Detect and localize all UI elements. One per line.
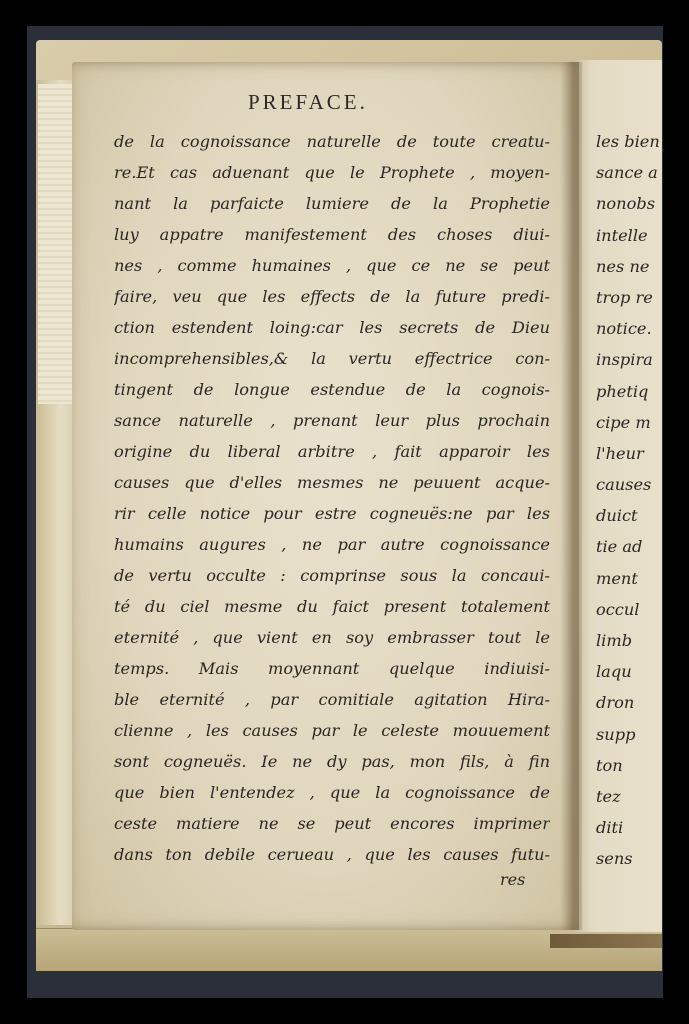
text-line: nant la parfaicte lumiere de la Prophetie — [114, 194, 550, 213]
facing-text-line: tie ad — [596, 537, 643, 557]
facing-text-line: limb — [596, 631, 633, 650]
left-page-stack — [38, 84, 74, 404]
facing-text-line: notice. — [596, 319, 652, 339]
text-line: humains augures , ne par autre cognoissance — [114, 535, 550, 554]
gutter-shadow — [560, 62, 582, 930]
text-line: luy appatre manifestement des choses diui- — [114, 225, 550, 244]
text-line: ceste matiere ne se peut encores imprimer — [114, 814, 550, 833]
facing-text-line: diti — [596, 818, 624, 838]
text-line: sance naturelle , prenant leur plus prochain — [114, 411, 550, 430]
facing-text-line: trop re — [596, 287, 653, 307]
facing-text-line: tez — [596, 786, 621, 806]
facing-text-line: sens — [596, 849, 633, 869]
text-line: re.Et cas aduenant que le Prophete , moyen- — [114, 163, 550, 182]
facing-text-line: ment — [596, 568, 638, 588]
facing-text-line: sance a — [596, 163, 658, 183]
text-line: ction estendent loing:car les secrets de Dieu — [114, 318, 550, 337]
text-line: causes que d'elles mesmes ne peuuent acque- — [114, 473, 550, 492]
text-line: que bien l'entendez , que la cognoissance de — [114, 783, 550, 802]
facing-text-line: occul — [596, 599, 640, 619]
text-line: clienne , les causes par le celeste mouuement — [114, 721, 550, 740]
text-line: té du ciel mesme du faict present totalement — [114, 597, 550, 616]
text-line: eternité , que vient en soy embrasser tout le — [114, 628, 550, 647]
text-line: ble eternité , par comitiale agitation Hira- — [114, 690, 550, 709]
facing-text-line: causes — [596, 475, 652, 495]
text-line: origine du liberal arbitre , fait apparoir les — [114, 442, 550, 461]
facing-text-line: duict — [596, 506, 638, 526]
facing-text-line: dron — [596, 693, 635, 713]
facing-text-line: les bien — [596, 132, 660, 151]
facing-text-line: phetiq — [596, 381, 649, 401]
text-line: rir celle notice pour estre cogneuës:ne par les — [114, 504, 550, 523]
facing-page-text — [596, 126, 676, 875]
facing-text-line: l'heur — [596, 443, 644, 463]
binding-strip — [550, 934, 662, 948]
facing-text-line: inspira — [596, 350, 653, 370]
text-line: nes , comme humaines , que ce ne se peut — [114, 256, 550, 275]
catchword: res — [500, 870, 526, 889]
body-text — [114, 126, 550, 870]
text-line: faire, veu que les effects de la future predi- — [114, 287, 550, 306]
text-line: temps. Mais moyennant quelque indiuisi- — [114, 659, 550, 678]
facing-text-line: ton — [596, 755, 623, 775]
text-line: sont cogneuës. Ie ne dy pas, mon fils, à fin — [114, 752, 550, 771]
text-line: de la cognoissance naturelle de toute creatu- — [114, 132, 550, 151]
facing-text-line: supp — [596, 724, 636, 744]
facing-text-line: nonobs — [596, 194, 656, 214]
running-head: PREFACE. — [248, 90, 368, 114]
text-line: tingent de longue estendue de la cognois- — [114, 380, 550, 399]
text-line: de vertu occulte : comprinse sous la concaui- — [114, 566, 550, 585]
facing-text-line: cipe m — [596, 412, 651, 432]
facing-text-line: intelle — [596, 225, 648, 245]
text-line: dans ton debile cerueau , que les causes futu- — [114, 845, 550, 864]
facing-text-line: nes ne — [596, 256, 650, 276]
facing-text-line: laqu — [596, 662, 632, 682]
text-line: incomprehensibles,& la vertu effectrice con- — [114, 349, 550, 368]
